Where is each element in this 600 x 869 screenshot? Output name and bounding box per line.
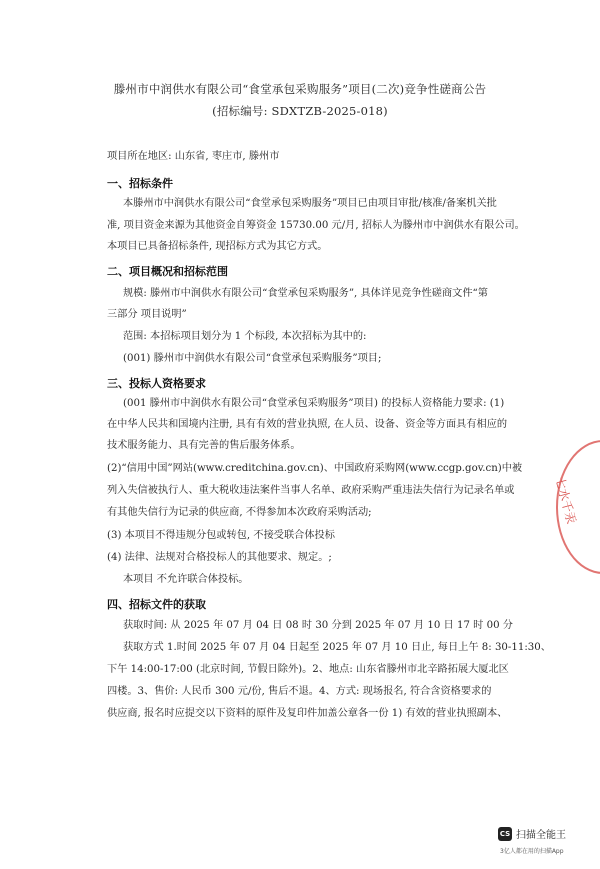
section3-line: (4) 法律、法规对合格投标人的其他要求、规定。; [107,552,332,563]
camscanner-name: 扫描全能王 [516,830,566,841]
section3-line: 技术服务能力、具有完善的售后服务体系。 [107,440,301,451]
document-title: 滕州市中润供水有限公司“食堂承包采购服务”项目(二次)竞争性磋商公告 [113,82,487,96]
camscanner-tagline: 3亿人都在用的扫描App [500,848,564,855]
section3-line: 在中华人民共和国境内注册, 具有有效的营业执照, 在人员、设备、资金等方面具有相应的 [107,419,508,430]
section4-line: 获取时间: 从 2025 年 07 月 04 日 08 时 30 分到 2025 年 07 月 10 日 17 时 00 分 [123,620,513,631]
section3-line: (001 滕州市中润供水有限公司“食堂承包采购服务”项目) 的投标人资格能力要求: (1) [123,398,505,409]
section1-line: 本项目已具备招标条件, 现招标方式为其它方式。 [107,241,328,252]
section3-line: (2)“信用中国”网站(www.creditchina.gov.cn)、中国政府采购网(www.ccgp.gov.cn)中被 [107,463,523,474]
section2-line: 规模: 滕州市中润供水有限公司“食堂承包采购服务”, 具体详见竞争性磋商文件“第 [123,288,488,299]
section2-line: 三部分 项目说明” [107,309,187,320]
section4-line: 下午 14:00-17:00 (北京时间, 节假日除外)。2、地点: 山东省滕州市北辛路拓展大厦北区 [107,664,509,675]
section-heading-2: 二、项目概况和招标范围 [107,265,228,278]
section4-line: 获取方式 1.时间 2025 年 07 月 04 日起至 2025 年 07 月 10 日止, 每日上午 8: 30-11:30、 [123,642,551,653]
section1-line: 准, 项目资金来源为其他资金自筹资金 15730.00 元/月, 招标人为滕州市中润供水有限公司。 [107,220,525,231]
camscanner-icon: CS [498,827,512,841]
section2-line: (001) 滕州市中润供水有限公司“食堂承包采购服务”项目; [123,353,382,364]
camscanner-logo [498,826,566,841]
section-heading-3: 三、投标人资格要求 [107,377,206,390]
section-heading-1: 一、招标条件 [107,177,173,190]
section3-line: 有其他失信行为记录的供应商, 不得参加本次政府采购活动; [107,507,372,518]
section3-line: 本项目 不允许联合体投标。 [123,574,249,585]
section4-line: 四楼。3、售价: 人民币 300 元/份, 售后不退。4、方式: 现场报名, 符合含资格要求的 [107,686,492,697]
seal-text: 七水千汞 [552,475,579,526]
section2-line: 范围: 本招标项目划分为 1 个标段, 本次招标为其中的: [123,331,367,342]
section-heading-4: 四、招标文件的获取 [107,598,206,611]
section3-line: (3) 本项目不得违规分包或转包, 不接受联合体投标 [107,530,335,541]
project-location: 项目所在地区: 山东省, 枣庄市, 滕州市 [107,151,280,162]
section1-line: 本滕州市中润供水有限公司“食堂承包采购服务”项目已由项目审批/核准/备案机关批 [123,198,497,209]
section4-line: 供应商, 报名时应提交以下资料的原件及复印件加盖公章各一份 1) 有效的营业执照副本、 [107,708,508,719]
tender-number: (招标编号: SDXTZB-2025-018) [212,104,388,118]
section3-line: 列入失信被执行人、重大税收违法案件当事人名单、政府采购严重违法失信行为记录名单或 [107,485,515,496]
